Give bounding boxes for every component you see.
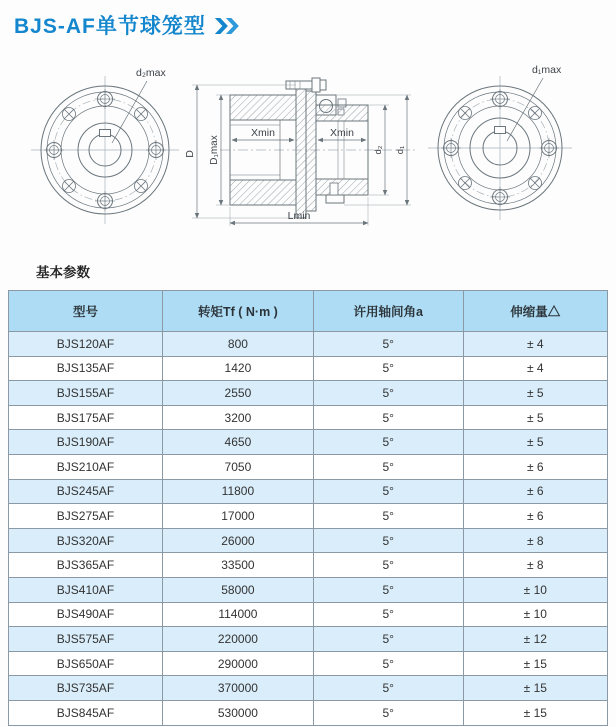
table-cell: 370000	[162, 676, 313, 701]
table-cell: 290000	[162, 651, 313, 676]
table-cell: ± 5	[463, 381, 607, 406]
table-cell: 5°	[313, 553, 463, 578]
table-cell: 5°	[313, 602, 463, 627]
table-cell: 5°	[313, 676, 463, 701]
table-row	[9, 553, 608, 578]
table-cell: ± 6	[463, 454, 607, 479]
table-cell: ± 4	[463, 356, 607, 381]
table-cell: 114000	[162, 602, 313, 627]
table-cell: BJS365AF	[9, 553, 163, 578]
table-cell: BJS845AF	[9, 700, 163, 725]
table-cell: BJS735AF	[9, 676, 163, 701]
dim-label-d1max: d₁max	[532, 64, 562, 76]
table-cell: BJS410AF	[9, 577, 163, 602]
table-cell: 3200	[162, 405, 313, 430]
table-cell: BJS190AF	[9, 430, 163, 455]
table-cell: ± 5	[463, 405, 607, 430]
table-cell: BJS490AF	[9, 602, 163, 627]
table-cell: 800	[162, 332, 313, 357]
table-cell: 5°	[313, 381, 463, 406]
dim-label-Lmin: Lmin	[287, 210, 311, 222]
table-cell: 220000	[162, 627, 313, 652]
parameters-table	[8, 290, 608, 726]
table-cell: ± 15	[463, 651, 607, 676]
table-cell: 4650	[162, 430, 313, 455]
table-cell: 17000	[162, 504, 313, 529]
table-cell: 5°	[313, 356, 463, 381]
dim-label-Xmin-left: Xmin	[251, 127, 275, 139]
table-cell: 5°	[313, 651, 463, 676]
table-cell: 5°	[313, 479, 463, 504]
table-row	[9, 454, 608, 479]
column-header-shaft-angle: 许用轴间角a	[313, 291, 463, 332]
table-cell: ± 8	[463, 553, 607, 578]
table-row	[9, 405, 608, 430]
table-cell: ± 6	[463, 479, 607, 504]
page-title: BJS-AF单节球笼型	[14, 15, 206, 38]
left-flange-view	[31, 67, 179, 224]
table-row	[9, 651, 608, 676]
table-cell: 2550	[162, 381, 313, 406]
table-cell: 58000	[162, 577, 313, 602]
table-cell: 5°	[313, 700, 463, 725]
table-cell: 5°	[313, 577, 463, 602]
table-cell: BJS135AF	[9, 356, 163, 381]
table-cell: 5°	[313, 405, 463, 430]
table-row	[9, 700, 608, 725]
column-header-torque: 转矩Tf ( N·m )	[162, 291, 313, 332]
dim-label-d2: d₂	[373, 145, 384, 155]
table-row	[9, 627, 608, 652]
cross-section-view	[184, 78, 415, 226]
right-flange-view	[428, 64, 572, 220]
table-cell: ± 12	[463, 627, 607, 652]
table-row	[9, 356, 608, 381]
table-cell: 5°	[313, 430, 463, 455]
table-row	[9, 479, 608, 504]
table-cell: 26000	[162, 528, 313, 553]
table-cell: BJS120AF	[9, 332, 163, 357]
table-cell: 11800	[162, 479, 313, 504]
table-row	[9, 676, 608, 701]
table-cell: BJS210AF	[9, 454, 163, 479]
dim-label-d2max: d₂max	[136, 67, 166, 79]
table-body	[9, 332, 608, 726]
table-cell: 5°	[313, 504, 463, 529]
dim-label-D: D	[184, 150, 196, 158]
table-cell: 1420	[162, 356, 313, 381]
table-cell: 33500	[162, 553, 313, 578]
dim-label-d1: d₁	[395, 145, 406, 155]
table-cell: ± 15	[463, 700, 607, 725]
table-cell: 5°	[313, 454, 463, 479]
table-cell: BJS650AF	[9, 651, 163, 676]
table-cell: ± 6	[463, 504, 607, 529]
double-chevron-icon	[215, 18, 237, 34]
table-row	[9, 577, 608, 602]
dim-label-Xmin-right: Xmin	[330, 127, 354, 139]
table-cell: BJS175AF	[9, 405, 163, 430]
table-cell: 7050	[162, 454, 313, 479]
table-row	[9, 381, 608, 406]
column-header-expansion: 伸缩量△	[463, 291, 607, 332]
table-row	[9, 332, 608, 357]
table-cell: BJS275AF	[9, 504, 163, 529]
table-row	[9, 602, 608, 627]
chevron-right-icon	[215, 18, 228, 34]
table-cell: ± 4	[463, 332, 607, 357]
table-header-row	[9, 291, 608, 332]
column-header-model: 型号	[9, 291, 163, 332]
section-heading: 基本参数	[36, 265, 90, 280]
page-header	[14, 10, 237, 40]
table-cell: 5°	[313, 627, 463, 652]
table-row	[9, 528, 608, 553]
table-cell: ± 10	[463, 602, 607, 627]
table-row	[9, 504, 608, 529]
table-cell: BJS575AF	[9, 627, 163, 652]
table-cell: 5°	[313, 332, 463, 357]
dim-label-D1max: D₁max	[209, 135, 220, 165]
table-cell: ± 5	[463, 430, 607, 455]
table-cell: ± 8	[463, 528, 607, 553]
table-cell: ± 15	[463, 676, 607, 701]
table-cell: BJS245AF	[9, 479, 163, 504]
table-cell: ± 10	[463, 577, 607, 602]
table-cell: 5°	[313, 528, 463, 553]
table-cell: BJS155AF	[9, 381, 163, 406]
table-cell: 530000	[162, 700, 313, 725]
table-cell: BJS320AF	[9, 528, 163, 553]
coupling-technical-drawing	[0, 55, 616, 260]
table-row	[9, 430, 608, 455]
